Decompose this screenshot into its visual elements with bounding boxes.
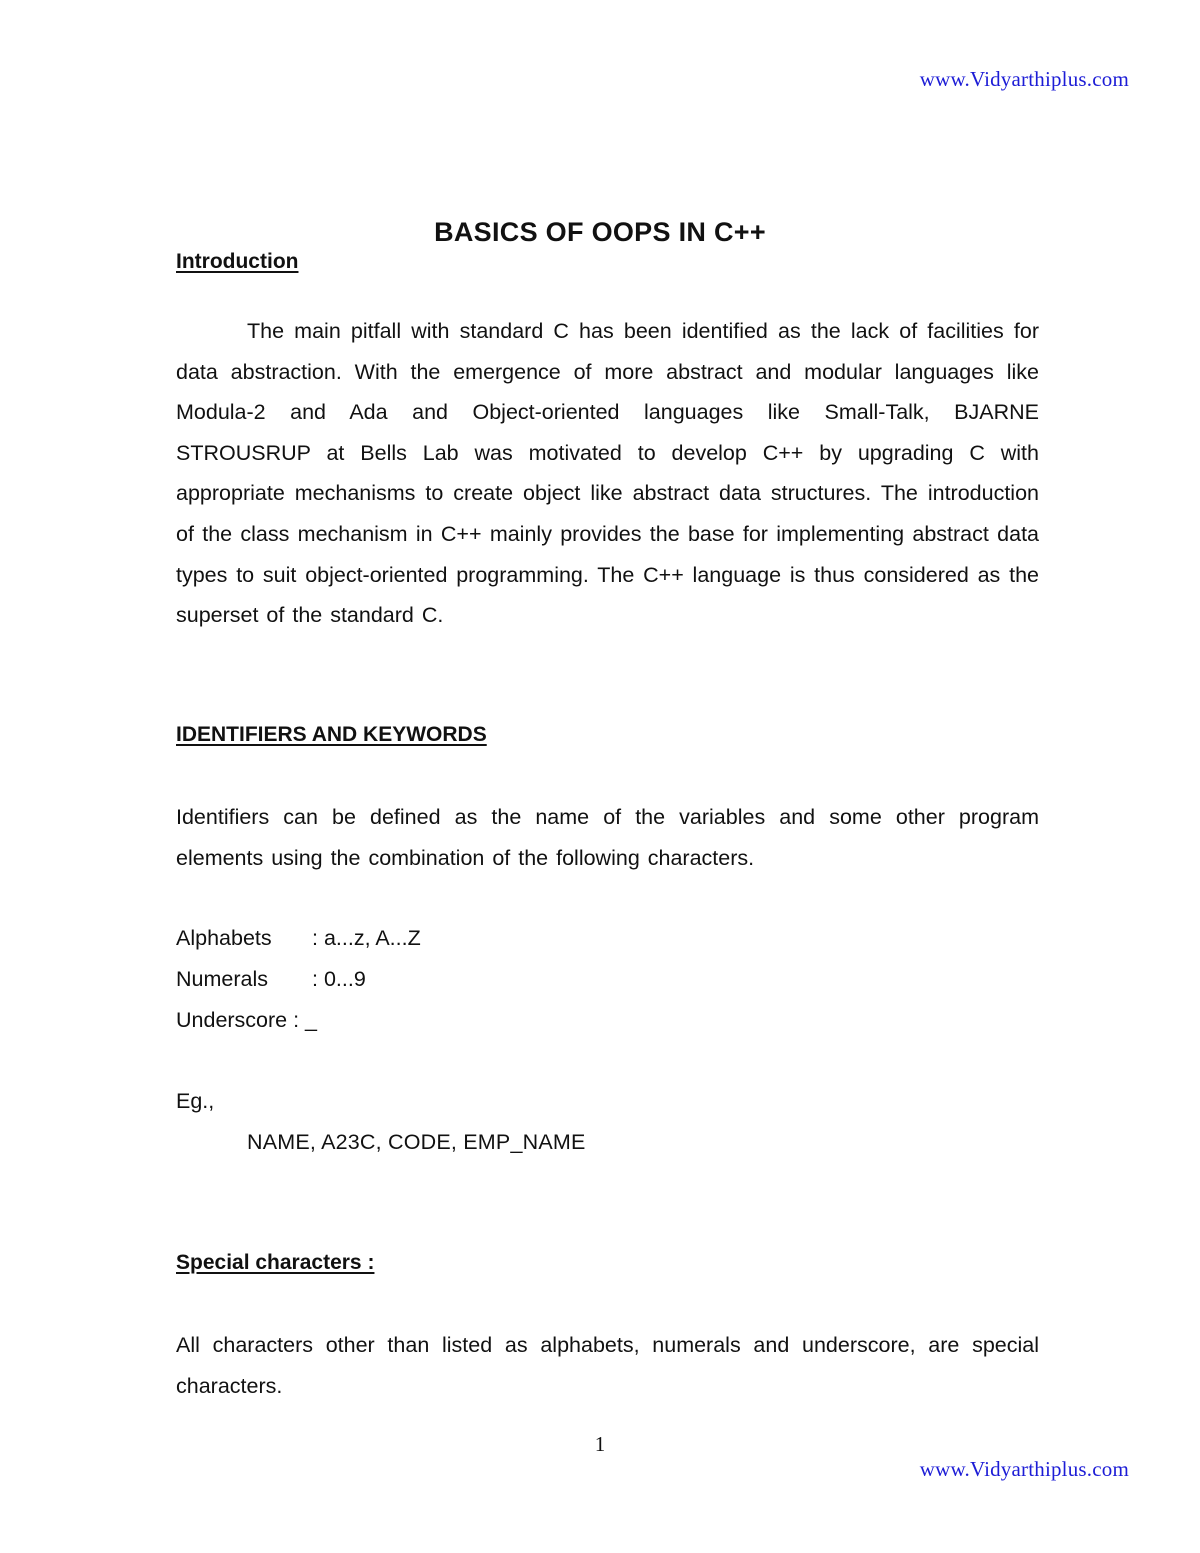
list-item-label: Underscore: [176, 1008, 288, 1032]
footer-site-link[interactable]: www.Vidyarthiplus.com: [919, 1457, 1129, 1481]
special-characters-heading: Special characters :: [176, 1251, 375, 1274]
identifiers-paragraph: Identifiers can be defined as the name of the variables and some other program elements using the combination of the following characters.: [176, 805, 1039, 870]
page-number: 1: [594, 1432, 606, 1456]
list-item-value: : _: [287, 1008, 318, 1032]
example-values: NAME, A23C, CODE, EMP_NAME: [247, 1130, 586, 1154]
list-item-value: : 0...9: [312, 967, 366, 991]
list-item-label: Alphabets: [176, 926, 272, 950]
list-item-alphabets: [176, 926, 421, 951]
example-label: Eg.,: [176, 1089, 215, 1113]
introduction-paragraph: The main pitfall with standard C has been identified as the lack of facilities for data abstraction. With the emergence of more abstract and modular languages like Modula-2 and Ada and Object-oriented languages like Small-Talk, BJARNE STROUSRUP at Bells Lab was motivated to develop C++ by upgrading C with appropriate mechanisms to create object like abstract data structures. The introduction of the class mechanism in C++ mainly provides the base for implementing abstract data types to suit object-oriented programming. The C++ language is thus considered as the superset of the standard C.: [176, 319, 1039, 628]
identifiers-heading: IDENTIFIERS AND KEYWORDS: [176, 723, 487, 746]
list-item-label: Numerals: [176, 967, 268, 991]
list-item-underscore: [176, 1008, 317, 1033]
list-item-value: : a...z, A...Z: [312, 926, 421, 950]
introduction-heading: Introduction: [176, 250, 299, 273]
special-characters-paragraph: All characters other than listed as alphabets, numerals and underscore, are special characters.: [176, 1333, 1039, 1398]
list-item-numerals: [176, 967, 366, 992]
header-site-link[interactable]: www.Vidyarthiplus.com: [919, 67, 1129, 91]
page-title: BASICS OF OOPS IN C++: [434, 217, 766, 247]
